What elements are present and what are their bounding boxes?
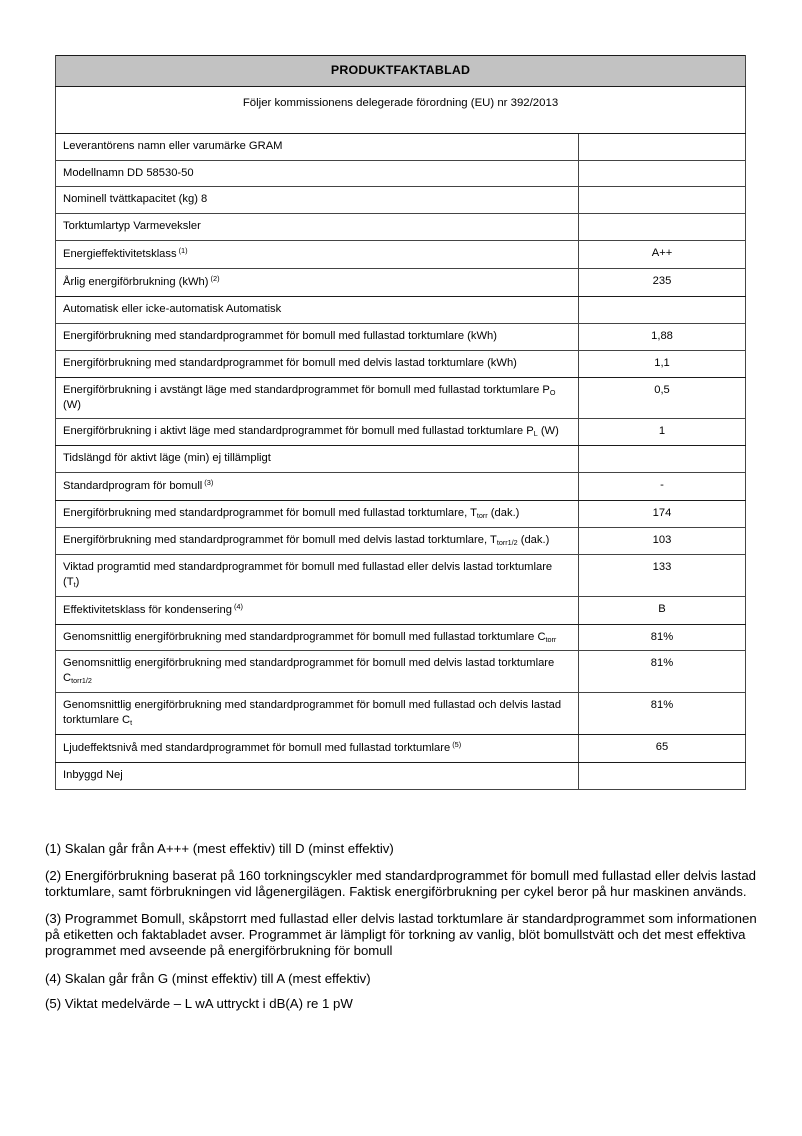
table-row [56,762,746,789]
table-row [56,160,746,187]
label-subscript: t [73,579,76,589]
row-value: - [579,473,746,501]
row-value: 81% [579,624,746,651]
table-row [56,297,746,324]
row-label: Energiförbrukning i aktivt läge med standardprogrammet för bomull med fullastad torktumlare $P_L$ (W) [56,419,579,446]
table-row [56,651,746,693]
row-value [579,160,746,187]
row-value: 65 [579,735,746,763]
row-label: Modellnamn DD 58530-50 [56,160,579,187]
table-row [56,419,746,446]
fiche-regulation-row [56,86,746,133]
row-label: Genomsnittlig energiförbrukning med standardprogrammet för bomull med fullastad torktumlare $C_{torr}$ [56,624,579,651]
row-label: Ljudeffektsnivå med standardprogrammet för bomull med fullastad torktumlare $^{(5)}$ [56,735,579,763]
footnote-item: (1) Skalan går från A+++ (mest effektiv) till D (minst effektiv) [45,841,394,856]
row-label: Genomsnittlig energiförbrukning med standardprogrammet för bomull med delvis lastad torktumlare $C_{torr1/2}$ [56,651,579,693]
row-value: 81% [579,651,746,693]
footnote-marker: (2) [210,274,220,284]
fiche-body [56,56,746,134]
row-label: Automatisk eller icke-automatisk Automatisk [56,297,579,324]
label-subscript: t [130,718,133,728]
row-value: 103 [579,528,746,555]
row-value: B [579,596,746,624]
table-row [56,350,746,377]
regulation-subtitle: Följer kommissionens delegerade förordning (EU) nr 392/2013 [56,86,746,133]
table-row [56,446,746,473]
row-value [579,446,746,473]
table-row [56,269,746,297]
page-title: PRODUKTFAKTABLAD [56,56,746,87]
row-label: Effektivitetsklass för kondensering $^{(4)}$ [56,596,579,624]
label-subscript: O [549,387,556,397]
row-label: Energiförbrukning med standardprogrammet för bomull med fullastad torktumlare (kWh) [56,323,579,350]
row-value: 1,1 [579,350,746,377]
row-label: Viktad programtid med standardprogrammet för bomull med fullastad eller delvis lastad torktumlare $(T_t)$ [56,554,579,596]
table-row [56,554,746,596]
label-subscript: torr [476,511,488,521]
row-value: 133 [579,554,746,596]
label-subscript: torr1/2 [496,538,518,548]
row-label: Inbyggd Nej [56,762,579,789]
footnote-item: (3) Programmet Bomull, skåpstorrt med fullastad eller delvis lastad torktumlare är standardprogrammet som informationen på etiketten och faktabladet avser. Programmet är lämpligt för torkning av vanlig, blöt bomullstvätt och det mest effektiva programmet med avseende på energiförbrukning för bomull [45,911,757,959]
fiche-title-row [56,56,746,87]
table-row [56,133,746,160]
table-row [56,596,746,624]
table-row [56,473,746,501]
row-value [579,297,746,324]
footnote-item: (4) Skalan går från G (minst effektiv) till A (mest effektiv) [45,970,371,986]
footnote-item: (2) Energiförbrukning baserat på 160 torkningscykler med standardprogrammet för bomull med fullastad eller delvis lastad torktumlare, samt förbrukningen vid lågenergilägen. Faktisk energiförbrukning per cykel beror på hur maskinen används. [45,868,757,900]
table-row [56,624,746,651]
table-row [56,323,746,350]
row-label: Leverantörens namn eller varumärke GRAM [56,133,579,160]
row-value: A++ [579,241,746,269]
label-subscript: torr1/2 [71,676,92,686]
table-row [56,377,746,419]
table-row [56,501,746,528]
footnote-marker: (1) [178,246,188,256]
label-subscript: L [533,429,538,439]
row-value: 174 [579,501,746,528]
row-label: Nominell tvättkapacitet (kg) 8 [56,187,579,214]
footnote-marker: (5) [452,740,462,750]
footnotes [45,841,757,1012]
row-value: 81% [579,693,746,735]
row-value [579,214,746,241]
row-label: Tidslängd för aktivt läge (min) ej tillämpligt [56,446,579,473]
table-row [56,187,746,214]
row-value: 1 [579,419,746,446]
row-value [579,762,746,789]
row-label: Standardprogram för bomull $^{(3)}$ [56,473,579,501]
product-fiche-table [55,55,746,790]
row-label: Energiförbrukning med standardprogrammet för bomull med delvis lastad torktumlare (kWh) [56,350,579,377]
row-label: Energieffektivitetsklass $^{(1)}$ [56,241,579,269]
table-row [56,214,746,241]
row-label: Energiförbrukning med standardprogrammet för bomull med delvis lastad torktumlare, $T_{torr1/2}$ (dak.) [56,528,579,555]
table-row [56,693,746,735]
row-label: Genomsnittlig energiförbrukning med standardprogrammet för bomull med fullastad och delvis lastad torktumlare $C_t$ [56,693,579,735]
fiche-data-rows [56,133,746,789]
row-value [579,133,746,160]
table-row [56,735,746,763]
row-label: Årlig energiförbrukning (kWh) $^{(2)}$ [56,269,579,297]
row-value [579,187,746,214]
row-value: 235 [579,269,746,297]
footnote-marker: (4) [233,601,243,611]
footnote-item: (5) Viktat medelvärde – L wA uttryckt i dB(A) re 1 pW [45,995,353,1011]
row-label: Energiförbrukning med standardprogrammet för bomull med fullastad torktumlare, $T_{torr}$ (dak.) [56,501,579,528]
table-row [56,528,746,555]
row-value: 0,5 [579,377,746,419]
footnote-marker: (3) [204,478,214,488]
table-row [56,241,746,269]
row-value: 1,88 [579,323,746,350]
row-label: Energiförbrukning i avstängt läge med standardprogrammet för bomull med fullastad torktumlare $P_O$ (W) [56,377,579,419]
label-subscript: torr [545,634,557,644]
row-label: Torktumlartyp Varmeveksler [56,214,579,241]
